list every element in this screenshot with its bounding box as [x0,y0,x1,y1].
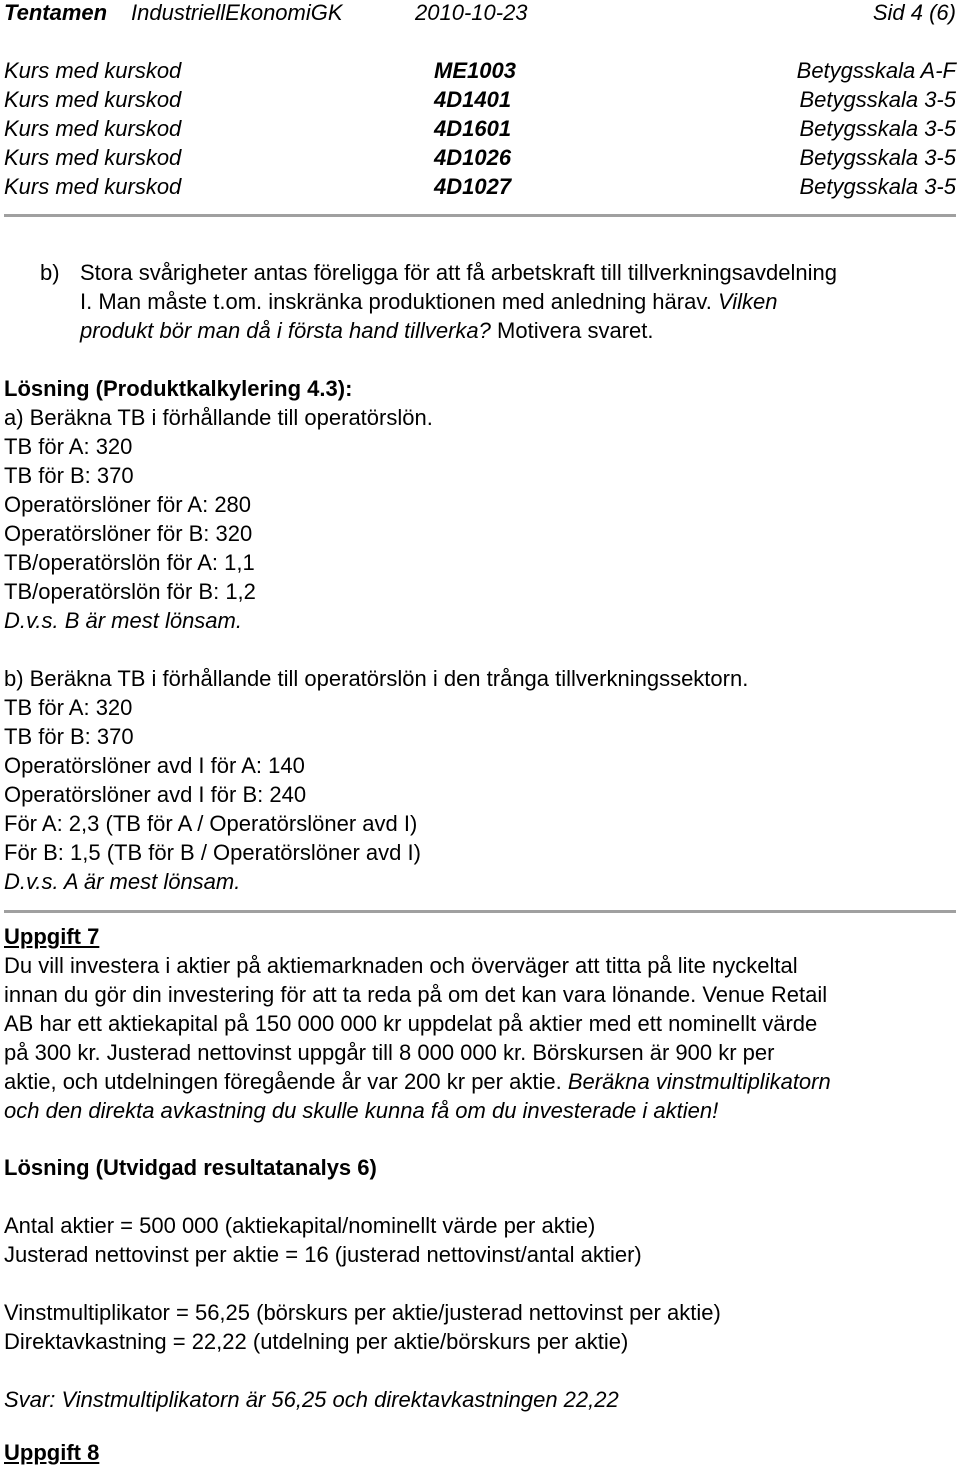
course-code: 4D1027 [434,174,512,199]
solution-line: TB/operatörslön för B: 1,2 [4,579,256,604]
course-row [4,85,956,114]
task-text-line: innan du gör din investering för att ta reda på om det kan vara lönande. Venue Retail [4,982,828,1007]
question-b-text-italic: Vilken [717,289,778,314]
header-date: 2010-10-23 [415,0,528,25]
solution-line: TB/operatörslön för A: 1,1 [4,550,255,575]
solution-line: Operatörslöner för B: 320 [4,521,253,546]
course-label: Kurs med kurskod [4,116,182,141]
course-grade-scale: Betygsskala 3-5 [799,174,956,199]
course-grade-scale: Betygsskala A-F [796,58,956,83]
solution-line: För A: 2,3 (TB för A / Operatörslöner avd I) [4,811,418,836]
course-row [4,56,956,85]
task-heading: Uppgift 7 [4,924,100,949]
course-code: 4D1026 [434,145,512,170]
course-label: Kurs med kurskod [4,58,182,83]
solution-line: Vinstmultiplikator = 56,25 (börskurs per aktie/justerad nettovinst per aktie) [4,1300,721,1325]
solution-line: TB för A: 320 [4,695,133,720]
course-label: Kurs med kurskod [4,87,182,112]
question-b-line [80,316,654,345]
task-text-line: på 300 kr. Justerad nettovinst uppgår till 8 000 000 kr. Börskursen är 900 kr per [4,1040,775,1065]
solution-line: Operatörslöner avd I för A: 140 [4,753,305,778]
course-code: 4D1401 [434,87,512,112]
solution-line: Operatörslöner avd I för B: 240 [4,782,307,807]
solution-line: TB för A: 320 [4,434,133,459]
course-grade-scale: Betygsskala 3-5 [799,116,956,141]
section-divider [4,910,956,913]
task-text-line: AB har ett aktiekapital på 150 000 000 kr uppdelat på aktier med ett nominellt värde [4,1011,818,1036]
solution-answer: Svar: Vinstmultiplikatorn är 56,25 och direktavkastningen 22,22 [4,1387,619,1412]
solution-conclusion: D.v.s. A är mest lönsam. [4,869,241,894]
course-code: 4D1601 [434,116,512,141]
task-text-line: Du vill investera i aktier på aktiemarknaden och överväger att titta på lite nyckeltal [4,953,798,978]
question-b-text: I. Man måste t.om. inskränka produktionen med anledning härav. [80,289,712,314]
question-b-text-italic: produkt bör man då i första hand tillverka? [80,318,491,343]
question-b-text: Motivera svaret. [497,318,654,343]
task-text-italic: Beräkna vinstmultiplikatorn [567,1069,831,1094]
solution-line: Direktavkastning = 22,22 (utdelning per aktie/börskurs per aktie) [4,1329,629,1354]
course-code: ME1003 [434,58,516,83]
task-text-line [4,1067,831,1096]
course-grade-scale: Betygsskala 3-5 [799,145,956,170]
solution-line: Justerad nettovinst per aktie = 16 (justerad nettovinst/antal aktier) [4,1242,642,1267]
task-text: aktie, och utdelningen föregående år var 200 kr per aktie. [4,1069,562,1094]
solution-line: TB för B: 370 [4,463,134,488]
header-divider [4,214,956,217]
header-page-number: Sid 4 (6) [872,0,956,25]
solution-heading: Lösning (Utvidgad resultatanalys 6) [4,1155,377,1180]
question-b-line: Stora svårigheter antas föreligga för att få arbetskraft till tillverkningsavdelning [80,260,837,285]
solution-part-b-title: b) Beräkna TB i förhållande till operatörslön i den trånga tillverkningssektorn. [4,666,749,691]
course-label: Kurs med kurskod [4,174,182,199]
task-text-line: och den direkta avkastning du skulle kunna få om du investerade i aktien! [4,1098,719,1123]
course-grade-scale: Betygsskala 3-5 [799,87,956,112]
solution-conclusion: D.v.s. B är mest lönsam. [4,608,242,633]
question-b-line [80,287,777,316]
course-row [4,114,956,143]
header-title: Tentamen [4,0,108,25]
course-label: Kurs med kurskod [4,145,182,170]
solution-line: TB för B: 370 [4,724,134,749]
solution-line: Operatörslöner för A: 280 [4,492,252,517]
course-row [4,143,956,172]
page-header [4,0,956,26]
solution-part-a-title: a) Beräkna TB i förhållande till operatörslön. [4,405,433,430]
task-heading: Uppgift 8 [4,1440,100,1465]
course-row [4,172,956,201]
solution-line: Antal aktier = 500 000 (aktiekapital/nominellt värde per aktie) [4,1213,596,1238]
header-subject: IndustriellEkonomiGK [131,0,343,25]
question-b-marker: b) [40,260,60,285]
solution-line: För B: 1,5 (TB för B / Operatörslöner avd I) [4,840,421,865]
solution-heading: Lösning (Produktkalkylering 4.3): [4,376,353,401]
